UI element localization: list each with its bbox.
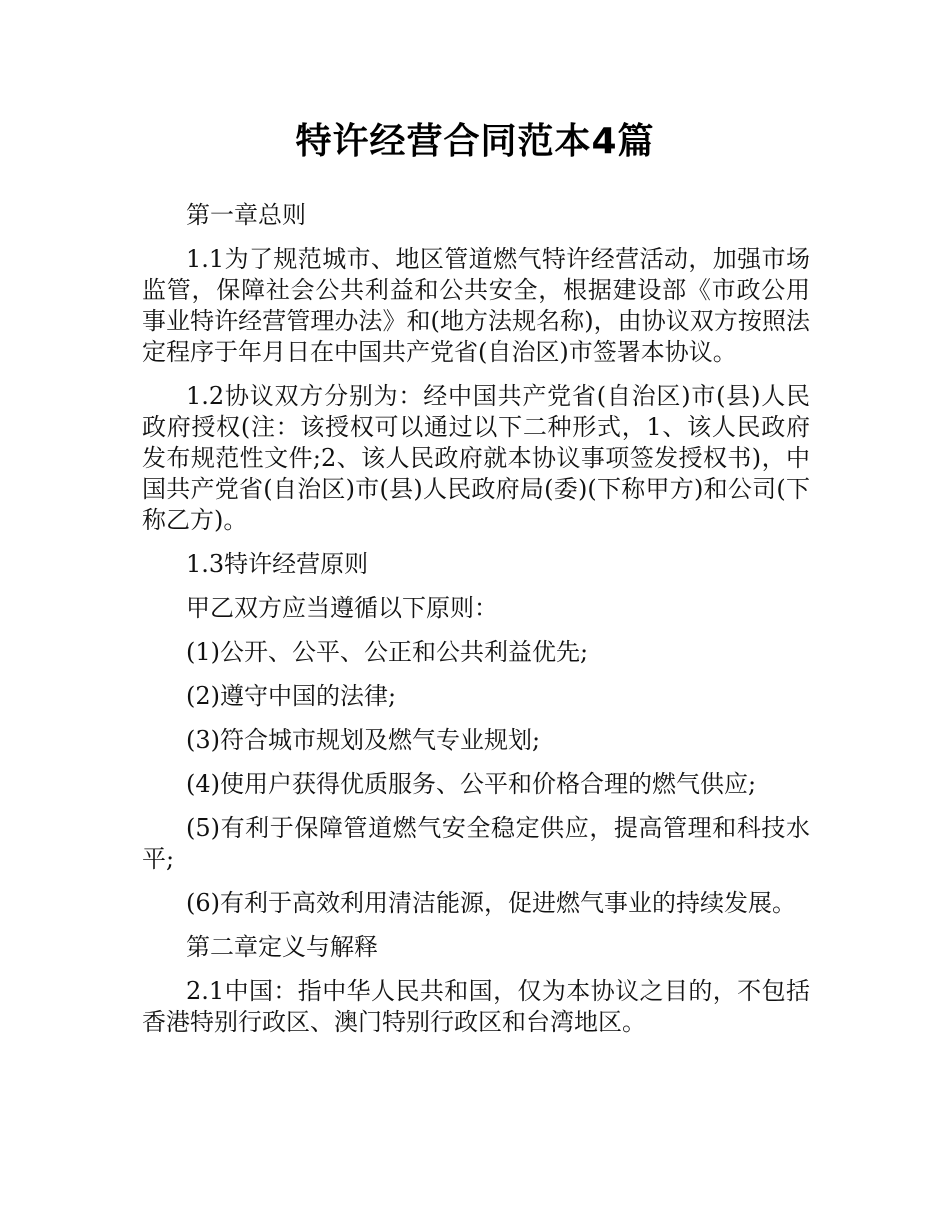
document-title: 特许经营合同范本4篇 [295,121,655,162]
list-item: (2)遵守中国的法律; [186,682,397,710]
list-item: (4)使用户获得优质服务、公平和价格合理的燃气供应; [186,770,757,798]
chapter-heading: 第二章定义与解释 [186,933,378,961]
document-body [142,200,810,1051]
clause-paragraph: 1.2协议双方分别为：经中国共产党省(自治区)市(县)人民政府授权(注：该授权可以通过以下二种形式，1、该人民政府发布规范性文件;2、该人民政府就本协议事项签发授权书)，中国共产党省(自治区)市(县)人民政府局(委)(下称甲方)和公司(下称乙方)。 [142,382,810,534]
chapter-heading: 第一章总则 [186,201,306,229]
clause-heading: 1.3特许经营原则 [186,550,369,578]
clause-paragraph: 1.1为了规范城市、地区管道燃气特许经营活动，加强市场监管，保障社会公共利益和公共安全，根据建设部《市政公用事业特许经营管理办法》和(地方法规名称)，由协议双方按照法定程序于年月日在中国共产党省(自治区)市签署本协议。 [142,245,810,366]
list-item: (1)公开、公平、公正和公共利益优先; [186,638,589,666]
clause-paragraph: 甲乙双方应当遵循以下原则： [186,594,498,622]
clause-paragraph: 2.1中国：指中华人民共和国，仅为本协议之目的，不包括香港特别行政区、澳门特别行政区和台湾地区。 [142,977,810,1036]
list-item: (3)符合城市规划及燃气专业规划; [186,726,541,754]
list-item: (6)有利于高效利用清洁能源，促进燃气事业的持续发展。 [186,889,796,917]
list-item: (5)有利于保障管道燃气安全稳定供应，提高管理和科技水平; [142,814,810,873]
